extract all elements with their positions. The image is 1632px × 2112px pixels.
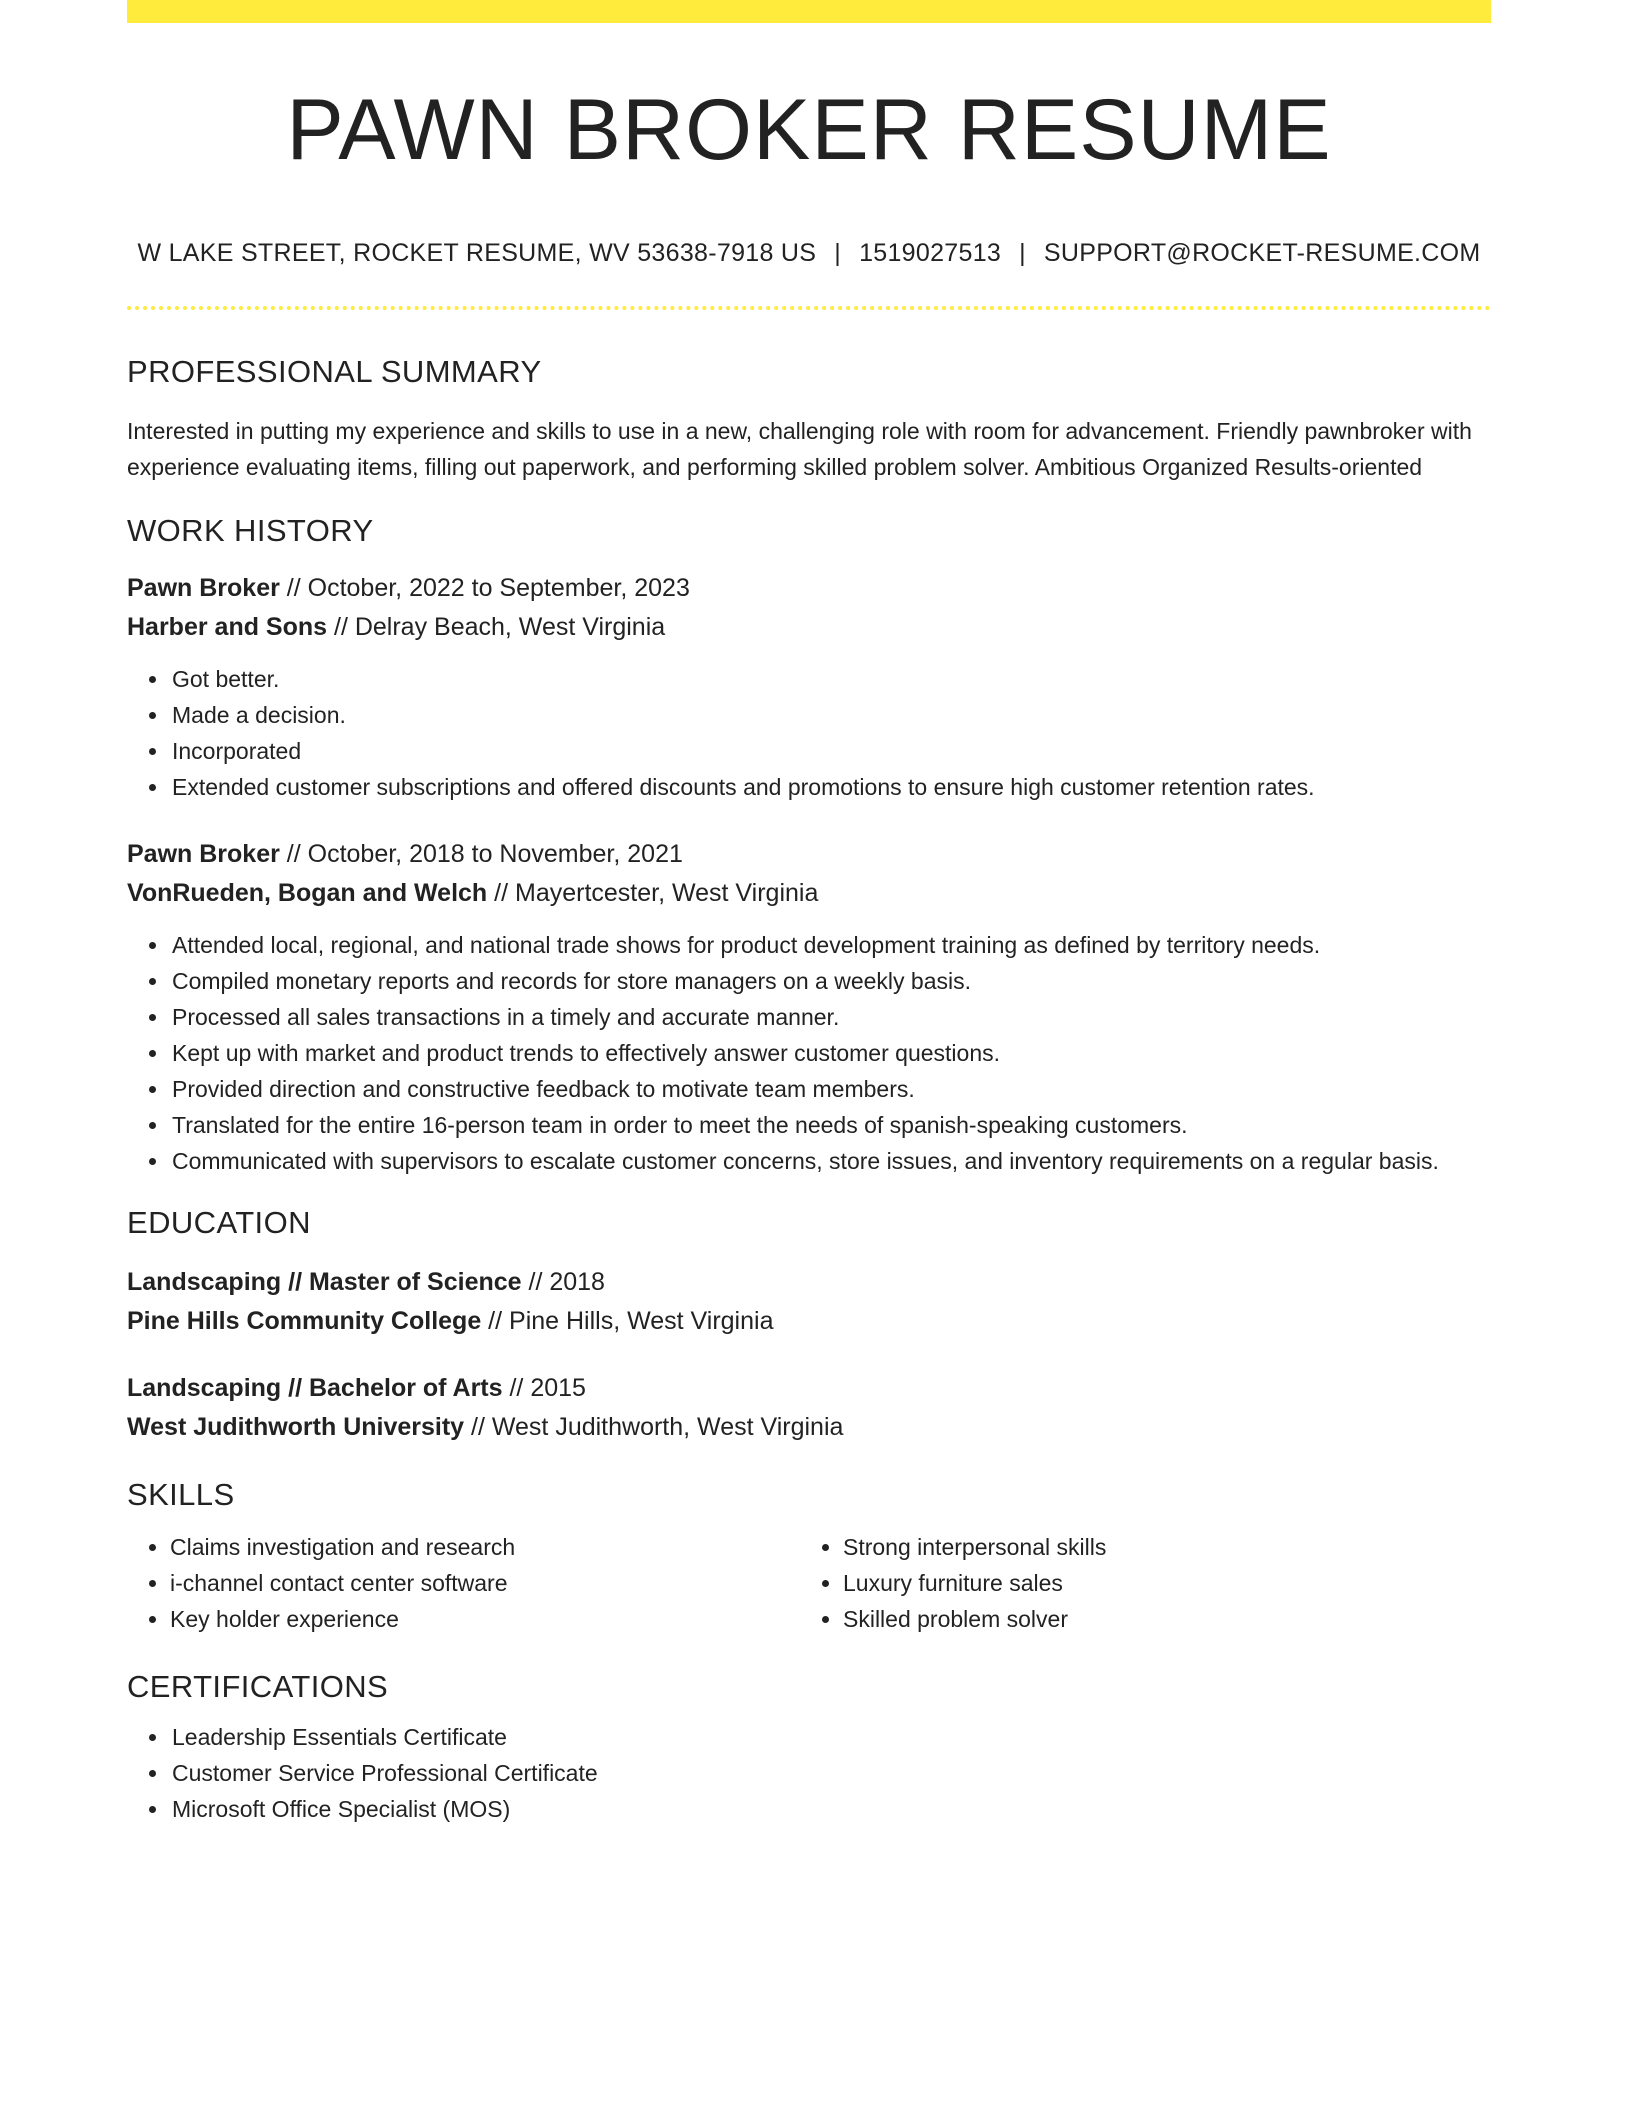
list-item: • Skilled problem solver [843,1601,1473,1637]
job-role: Pawn Broker [127,840,280,868]
contact-line [127,239,1491,268]
list-item: • i-channel contact center software [170,1565,800,1601]
school: West Judithworth University [127,1413,465,1441]
job-role: Pawn Broker [127,574,280,602]
section-title-certifications: CERTIFICATIONS [127,1669,389,1704]
certifications-list [127,1719,1491,1827]
list-item: • Communicated with supervisors to escalate customer concerns, store issues, and inventory requirements on a regular basis. [170,1143,1491,1179]
job-bullets [127,661,1491,805]
list-item: • Made a decision. [170,697,1491,733]
list-item: • Leadership Essentials Certificate [170,1719,1491,1755]
education-entry [127,1369,1491,1447]
list-item: • Compiled monetary reports and records for store managers on a weekly basis. [170,963,1491,999]
school-line [127,1302,1491,1341]
job-company-line [127,874,1491,913]
degree-year: // 2018 [521,1268,605,1296]
address: W LAKE STREET, ROCKET RESUME, WV 53638-7918 US [137,239,817,267]
top-accent-bar [127,0,1491,23]
resume-title: PAWN BROKER RESUME [286,82,1332,178]
job-company: VonRueden, Bogan and Welch [127,879,488,907]
school: Pine Hills Community College [127,1307,482,1335]
dotted-divider [127,306,1491,310]
job-company-line [127,608,1491,647]
degree: Landscaping // Bachelor of Arts [127,1374,503,1402]
section-title-skills: SKILLS [127,1477,235,1512]
degree-line [127,1263,1491,1302]
separator: | [1019,239,1026,267]
job-role-line [127,835,1491,874]
job-entry [127,569,1491,805]
resume-page [127,0,1491,1827]
list-item: • Attended local, regional, and national trade shows for product development training as defined by territory needs. [170,927,1491,963]
job-bullets [127,927,1491,1179]
job-location: // Mayertcester, West Virginia [487,879,819,907]
job-entry [127,835,1491,1179]
separator: | [834,239,842,267]
list-item: • Luxury furniture sales [843,1565,1473,1601]
section-title-education: EDUCATION [127,1205,311,1240]
list-item: • Translated for the entire 16-person team in order to meet the needs of spanish-speaking customers. [170,1107,1491,1143]
skills-grid [127,1529,1491,1637]
email: SUPPORT@ROCKET-RESUME.COM [1043,239,1481,267]
list-item: • Extended customer subscriptions and offered discounts and promotions to ensure high customer retention rates. [170,769,1491,805]
school-location: // Pine Hills, West Virginia [481,1307,774,1335]
skills-column-left [127,1529,800,1637]
list-item: • Provided direction and constructive feedback to motivate team members. [170,1071,1491,1107]
job-company: Harber and Sons [127,613,328,641]
section-title-summary: PROFESSIONAL SUMMARY [127,354,542,389]
education-entry [127,1263,1491,1341]
list-item: • Processed all sales transactions in a timely and accurate manner. [170,999,1491,1035]
degree-line [127,1369,1491,1408]
list-item: • Customer Service Professional Certificate [170,1755,1491,1791]
phone: 1519027513 [859,239,1002,267]
job-role-line [127,569,1491,608]
degree: Landscaping // Master of Science [127,1268,522,1296]
job-dates: // October, 2018 to November, 2021 [279,840,683,868]
skills-column-right [800,1529,1473,1637]
list-item: • Microsoft Office Specialist (MOS) [170,1791,1491,1827]
list-item: • Key holder experience [170,1601,800,1637]
school-line [127,1408,1491,1447]
list-item: • Incorporated [170,733,1491,769]
list-item: • Claims investigation and research [170,1529,800,1565]
degree-year: // 2015 [502,1374,586,1402]
list-item: • Kept up with market and product trends to effectively answer customer questions. [170,1035,1491,1071]
list-item: • Strong interpersonal skills [843,1529,1473,1565]
job-dates: // October, 2022 to September, 2023 [279,574,690,602]
school-location: // West Judithworth, West Virginia [464,1413,844,1441]
list-item: • Got better. [170,661,1491,697]
summary-text: Interested in putting my experience and skills to use in a new, challenging role with room for advancement. Friendly pawnbroker with experience evaluating items, filling out paperwork, and performing skilled problem solver. Ambitious Organized Results-oriented [127,418,1472,480]
section-title-work-history: WORK HISTORY [127,513,374,548]
job-location: // Delray Beach, West Virginia [327,613,666,641]
